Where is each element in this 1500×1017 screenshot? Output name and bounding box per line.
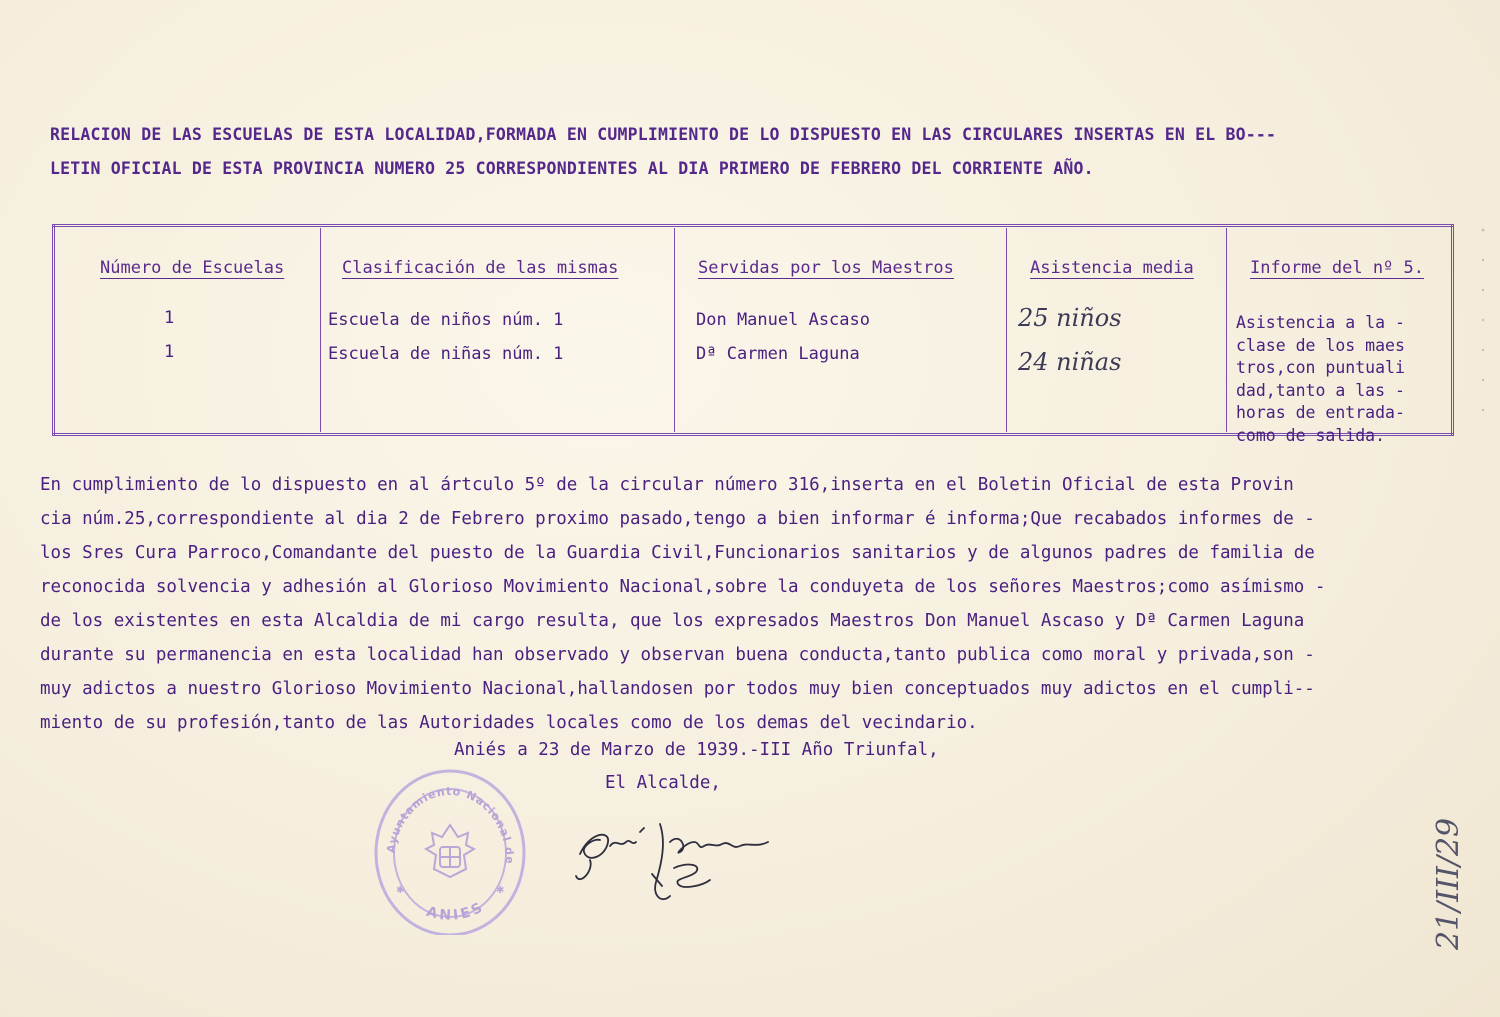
informe-line: horas de entrada-: [1236, 403, 1405, 422]
table-left-border: [52, 224, 55, 436]
body-line: cia núm.25,correspondiente al dia 2 de Febrero proximo pasado,tengo a bien informar é informa;Que recabados informes de -: [40, 509, 1315, 529]
row-2-numero: 1: [164, 342, 175, 362]
row-1-maestro: Don Manuel Ascaso: [696, 310, 870, 330]
row-2-asistencia-handwritten: 24 niñas: [1018, 348, 1122, 376]
eagle-emblem-icon: [426, 825, 474, 877]
row-1-asistencia-handwritten: 25 niños: [1018, 304, 1122, 332]
body-line: durante su permanencia en esta localidad han observado y observan buena conducta,tanto publica como moral y privada,son -: [40, 645, 1315, 665]
informe-line: dad,tanto a las -: [1236, 380, 1405, 400]
informe-line: clase de los maes: [1236, 335, 1405, 355]
row-1-numero: 1: [164, 308, 175, 328]
header-servidas: Servidas por los Maestros: [698, 258, 954, 278]
body-line: los Sres Cura Parroco,Comandante del puesto de la Guardia Civil,Funcionarios sanitarios y de algunos padres de familia de: [40, 543, 1315, 563]
svg-text:21/III/29: 21/III/29: [1431, 817, 1466, 950]
schools-table: [52, 224, 1454, 445]
pencil-marginal-note: [1418, 800, 1478, 960]
informe-line: tros,con puntuali: [1236, 358, 1405, 377]
svg-text:✱: ✱: [396, 885, 405, 896]
informe-line: como de salida.: [1236, 425, 1386, 445]
column-divider: [320, 228, 321, 432]
header-clasificacion: Clasificación de las mismas: [342, 258, 619, 278]
date-line: Aniés a 23 de Marzo de 1939.-III Año Triunfal,: [454, 740, 939, 760]
heading-line-2: LETIN OFICIAL DE ESTA PROVINCIA NUMERO 25 CORRESPONDIENTES AL DIA PRIMERO DE FEBRERO DEL CORRIENTE AÑO.: [50, 159, 1094, 178]
informe-line: Asistencia a la -: [1236, 313, 1405, 332]
seal-text-top: Ayuntamiento Nacional de: [384, 784, 517, 865]
body-line: reconocida solvencia y adhesión al Glorioso Movimiento Nacional,sobre la conduyeta de los señores Maestros;como asímismo -: [40, 577, 1326, 597]
heading-line-1: RELACION DE LAS ESCUELAS DE ESTA LOCALIDAD,FORMADA EN CUMPLIMIENTO DE LO DISPUESTO EN LAS CIRCULARES INSERTAS EN EL BO---: [50, 125, 1277, 144]
signatory-title: El Alcalde,: [605, 773, 721, 793]
header-asistencia: Asistencia media: [1030, 258, 1194, 278]
table-top-border: [52, 224, 1454, 227]
row-1-clasificacion: Escuela de niños núm. 1: [328, 310, 564, 330]
document-heading: [50, 118, 1470, 186]
body-line: miento de su profesión,tanto de las Autoridades locales como de los demas del vecindario.: [40, 713, 978, 733]
header-numero: Número de Escuelas: [100, 258, 285, 278]
body-line: En cumplimiento de lo dispuesto en al ártculo 5º de la circular número 316,inserta en el Boletin Oficial de esta Provin: [40, 475, 1294, 495]
svg-text:✱: ✱: [496, 885, 505, 896]
mayor-signature-icon: [570, 812, 800, 912]
svg-text:ANIES: [425, 899, 488, 924]
header-informe: Informe del nº 5.: [1250, 258, 1424, 278]
report-body: [40, 468, 1450, 740]
column-divider: [1226, 228, 1227, 432]
punch-marks: [1478, 220, 1488, 460]
column-divider: [674, 228, 675, 432]
body-line: de los existentes en esta Alcaldia de mi cargo resulta, que los expresados Maestros Don Manuel Ascaso y Dª Carmen Laguna: [40, 611, 1305, 631]
body-line: muy adictos a nuestro Glorioso Movimiento Nacional,hallandosen por todos muy bien conceptuados muy adictos en el cumpli--: [40, 679, 1315, 699]
informe-cell: [1236, 312, 1442, 447]
column-divider: [1006, 228, 1007, 432]
table-right-border: [1451, 224, 1454, 436]
seal-text-bottom: ANIES: [424, 898, 488, 924]
row-2-maestro: Dª Carmen Laguna: [696, 344, 860, 364]
municipal-seal-icon: [372, 765, 528, 935]
row-2-clasificacion: Escuela de niñas núm. 1: [328, 344, 564, 364]
